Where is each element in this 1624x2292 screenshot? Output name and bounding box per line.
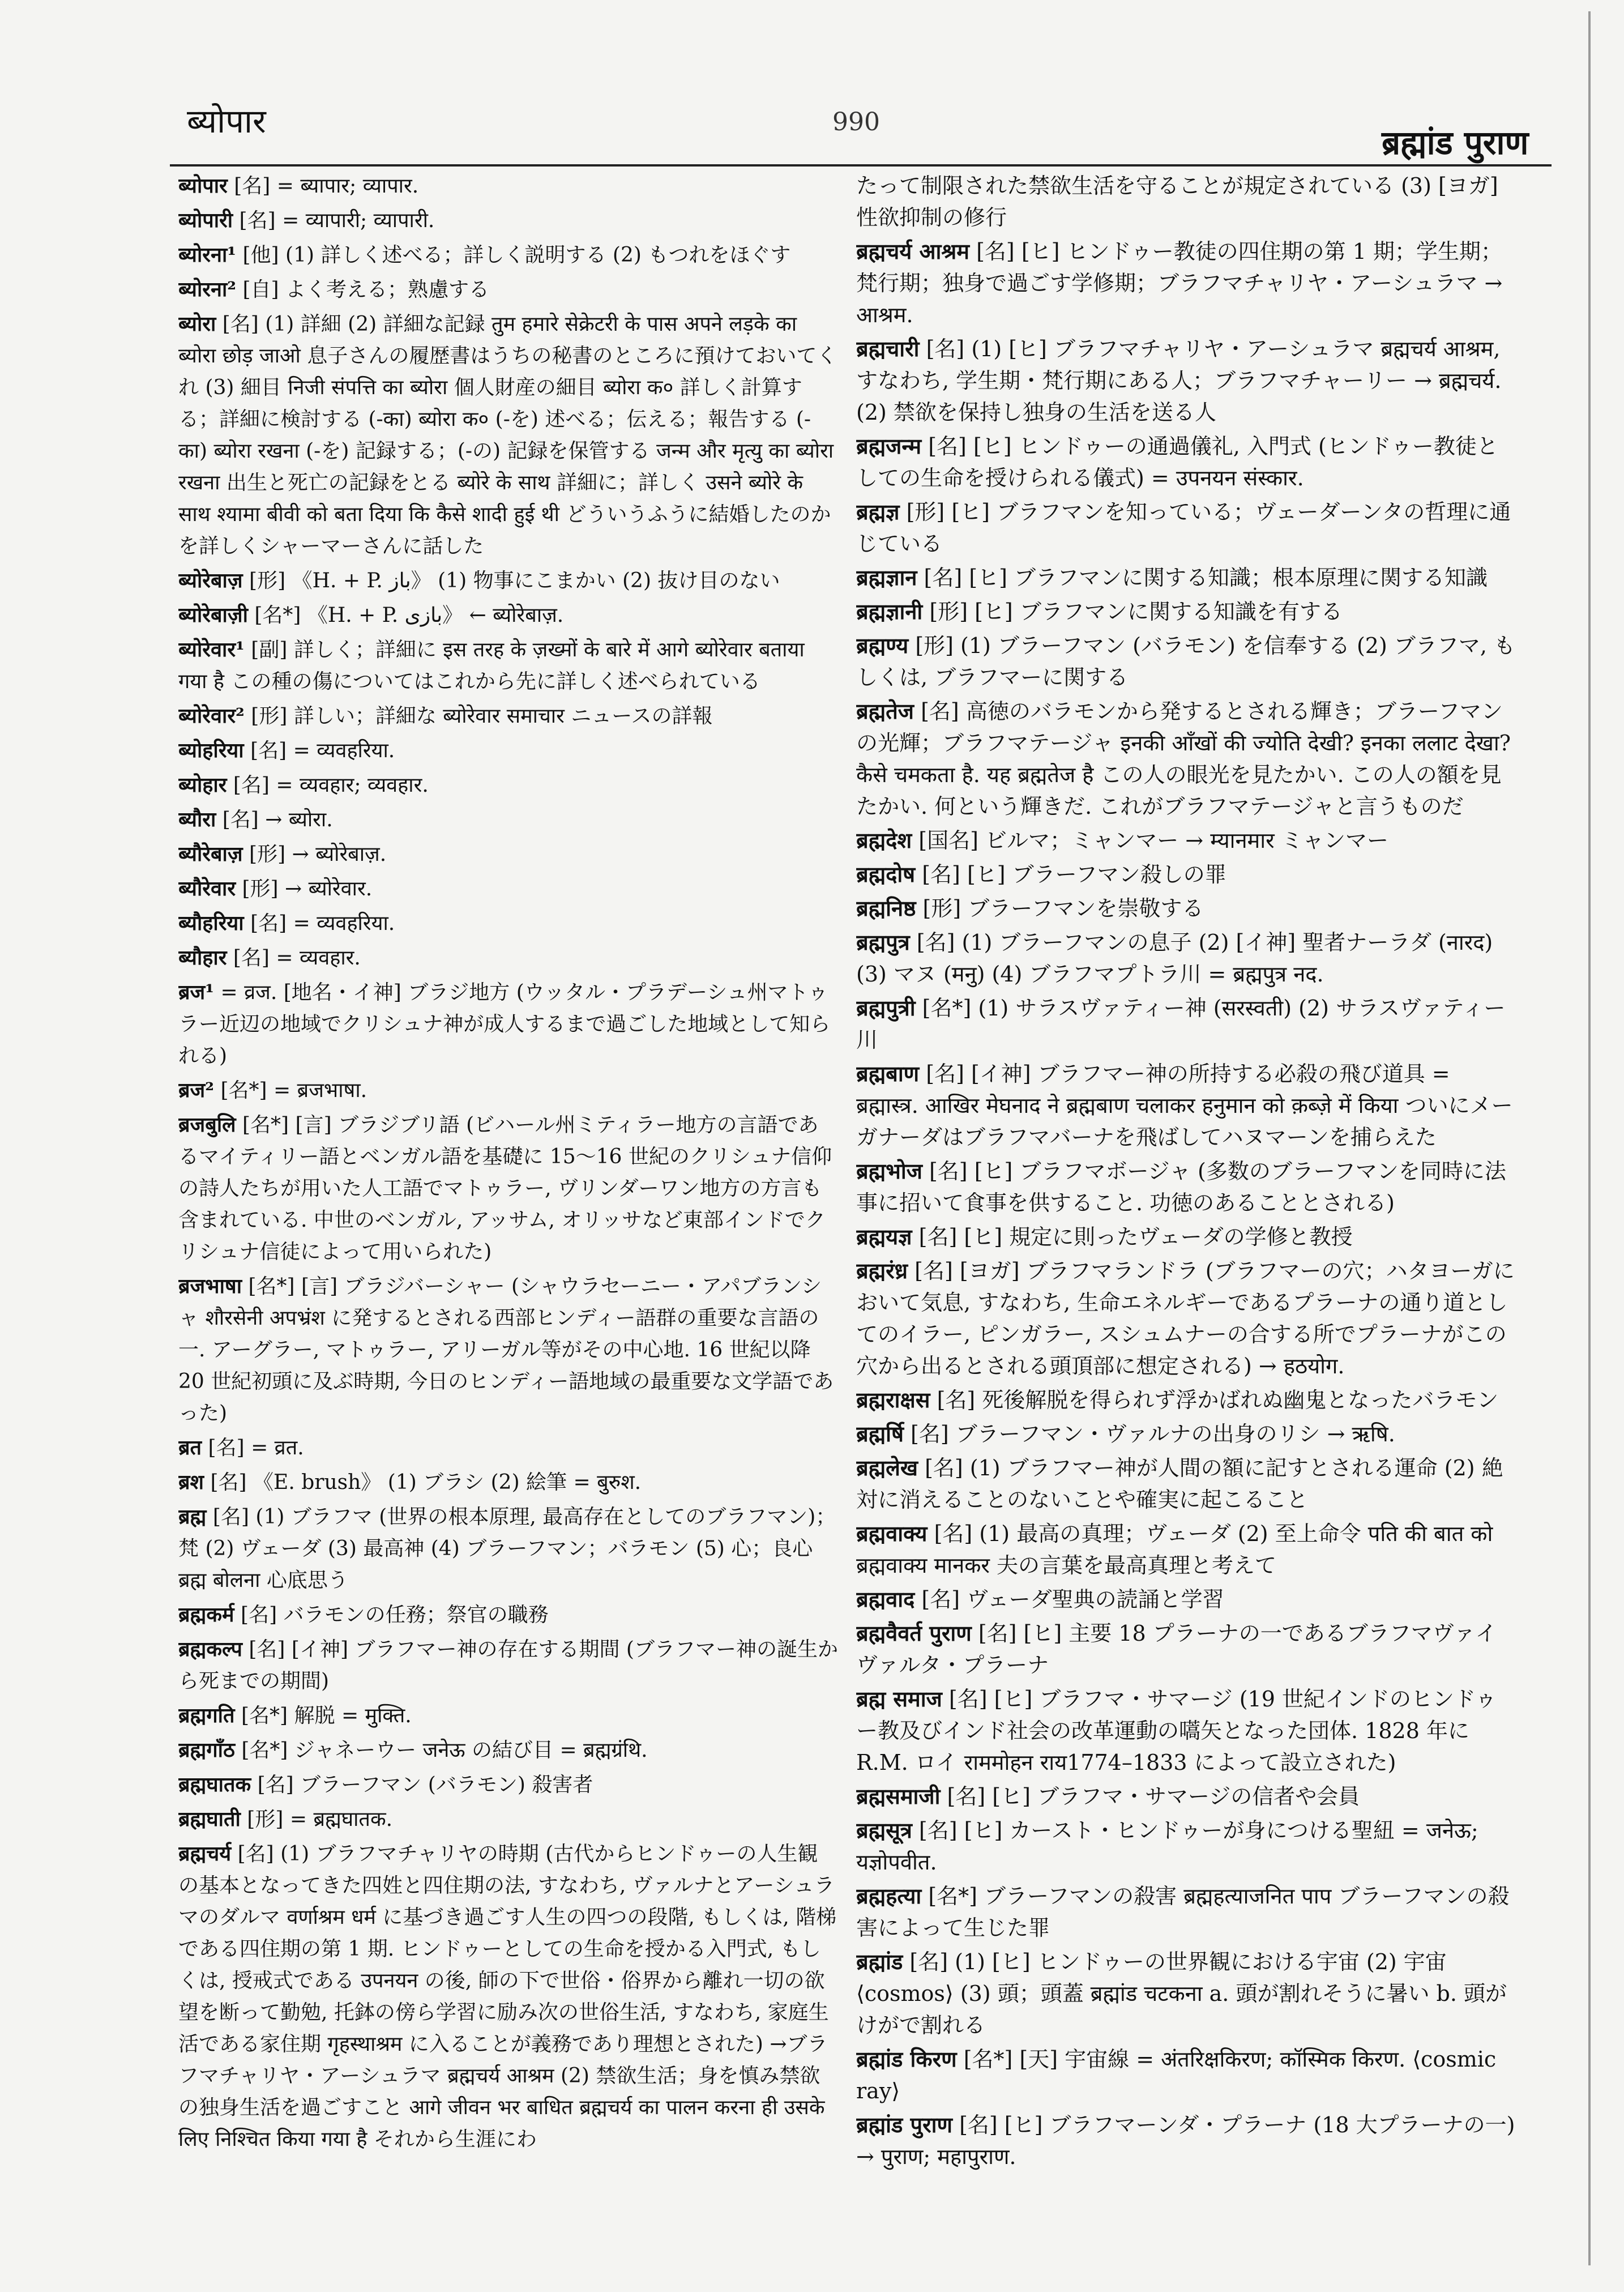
entry-definition: [名] ブラーフマン (バラモン) 殺害者 (257, 1773, 593, 1796)
entry-headword: ब्योरेवार¹ (178, 638, 245, 661)
dictionary-entry (178, 1432, 838, 1464)
entry-definition: [名] バラモンの任務；祭官の職務 (241, 1603, 549, 1627)
entry-headword: ब्रह्मलेख (856, 1455, 918, 1480)
dictionary-entry (178, 634, 838, 698)
entry-definition: [名*] [言] ブラジバーシャー (シャウラセーニー・アパブランシャ शौरसेनी अपभ्रंश に発するとされる西部ヒンディー語群の重要な言語の一. アーグラー, マトゥラー, アリーガル等がその中心地. 16 世紀以降 20 世紀初頭に及ぶ時期, 今日のヒンディー語地域の最重要な文学語であった) (178, 1275, 834, 1425)
entry-headword: ब्रज¹ (178, 980, 215, 1004)
entry-definition: [名] = व्यापारी; व्यापारी. (239, 209, 435, 232)
entry-definition: [名] (1) [ヒ] ヒンドゥーの世界観における宇宙 (2) 宇宙 ⟨cosmos⟩ (3) 頭；頭蓋 ब्रह्मांड चटकना a. 頭が割れそうに暑い b. 頭がけがで割れる (856, 1949, 1507, 2038)
entry-headword: ब्रह्मज्ञ (856, 499, 900, 524)
entry-definition: [名] (1) 最高の真理；ヴェーダ (2) 至上命令 पति की बात को ब्रह्मवाक्य मानकर 夫の言葉を最高真理と考えて (856, 1521, 1493, 1578)
entry-definition: [名] = व्यवहार. (233, 946, 361, 970)
entry-headword: ब्रह्मर्षि (856, 1421, 904, 1446)
dictionary-entry (178, 700, 838, 732)
dictionary-entry (178, 907, 838, 940)
entry-headword: ब्रह्मगति (178, 1704, 235, 1727)
page-number: 990 (832, 108, 880, 136)
entry-headword: ब्रह्मभोज (856, 1158, 922, 1184)
entry-headword: ब्रह्मांड किरण (856, 2046, 957, 2072)
dictionary-entry (856, 927, 1516, 990)
entry-headword: ब्योरेबाज़ (178, 569, 243, 592)
entry-definition: [名] 死後解脱を得られず浮かばれぬ幽鬼となったバラモン (937, 1388, 1499, 1412)
entry-headword: ब्रह्मचर्य (178, 1842, 232, 1866)
dictionary-entry (178, 1803, 838, 1836)
entry-headword: ब्रज² (178, 1078, 215, 1102)
right-column (856, 170, 1516, 2237)
entry-definition: = व्रज. [地名・イ神] ブラジ地方 (ウッタル・プラデーシュ州マトゥラー近辺の地域でクリシュナ神が成人するまで過ごした地域として知られる) (178, 981, 831, 1068)
entry-definition: [自] よく考える；熟慮する (242, 278, 490, 301)
dictionary-entry (178, 1501, 838, 1597)
entry-headword: ब्योपार (178, 174, 228, 198)
entry-definition: [名] 《E. brush》 (1) ブラシ (2) 絵筆 = बुरुश. (210, 1471, 642, 1494)
dictionary-entry (856, 562, 1516, 594)
dictionary-entry (178, 1633, 838, 1697)
entry-headword: ब्रह्मपुत्री (856, 995, 916, 1021)
entry-definition: [名] (1) ブラーフマンの息子 (2) [イ神] 聖者ナーラダ (नारद) (3) マヌ (मनु) (4) ブラフマプトラ川 = ब्रह्मपुत्र नद. (856, 930, 1493, 987)
dictionary-entry (178, 838, 838, 870)
entry-headword: ब्रह्मकल्प (178, 1637, 242, 1661)
dictionary-entry (856, 695, 1516, 822)
entry-headword: ब्रत (178, 1436, 202, 1459)
entry-headword: ब्यौरा (178, 808, 216, 831)
dictionary-entry (178, 1599, 838, 1631)
dictionary-entry (856, 170, 1516, 233)
entry-definition: [名] [ヒ] カースト・ヒンドゥーが身につける聖紐 = जनेऊ; यज्ञोपवीत. (856, 1818, 1478, 1875)
running-head-right: ब्रह्मांड पुराण (1382, 123, 1529, 162)
entry-definition: [名*] 解脱 = मुक्ति. (241, 1704, 412, 1727)
dictionary-entry (178, 735, 838, 767)
dictionary-entry (856, 1155, 1516, 1219)
dictionary-entry (178, 204, 838, 237)
dictionary-entry (178, 769, 838, 801)
dictionary-entry (178, 1734, 838, 1766)
entry-definition: [形] 《H. + P. باز》 (1) 物事にこまかい (2) 抜け目のない (249, 569, 780, 592)
entry-definition: [名] [ヒ] ブラフマーンダ・プラーナ (18 大プラーナの一) → पुराण; महापुराण. (856, 2112, 1515, 2169)
entry-headword: ब्रह्मघातक (178, 1773, 251, 1796)
running-head-left: ब्योपार (187, 102, 266, 140)
entry-definition: [名] [ヒ] ブラフマ・サマージ (19 世紀インドのヒンドゥー教及びインド社会の改革運動の嚆矢となった団体. 1828 年に R.M. ロイ राममोहन राय1774–1833 によって設立された) (856, 1687, 1497, 1775)
entry-headword: ब्रह्मतेज (856, 698, 914, 724)
entry-headword: ब्यौरेवार (178, 877, 236, 900)
entry-headword: ब्रह्मज्ञान (856, 565, 917, 590)
entry-definition: [名] [ヒ] 規定に則ったヴェーダの学修と教授 (918, 1224, 1353, 1249)
entry-definition: [名] [ヨガ] ブラフマランドラ (ブラフマーの穴；ハタヨーガにおいて気息, すなわち, 生命エネルギーであるプラーナの通り道としてのイラー, ピンガラー, スシュムナーの合する所でプラーナがこの穴から出るとされる頭頂部に想定される) → हठयोग. (856, 1258, 1515, 1378)
header-rule (170, 164, 1552, 167)
dictionary-entry (856, 893, 1516, 924)
dictionary-entry (856, 1617, 1516, 1681)
entry-headword: ब्रजभाषा (178, 1274, 242, 1298)
dictionary-entry (856, 1518, 1516, 1581)
dictionary-entry (856, 1781, 1516, 1812)
entry-definition: [名*] ブラーフマンの殺害 ब्रह्महत्याजनित पाप ブラーフマンの殺害によって生じた罪 (856, 1884, 1510, 1940)
dictionary-entry (856, 333, 1516, 428)
dictionary-entry (178, 1109, 838, 1268)
entry-headword: ब्रह्मबाण (856, 1061, 920, 1086)
entry-definition: [名] = व्रत. (208, 1436, 304, 1459)
entry-headword: ब्योरना¹ (178, 243, 237, 267)
dictionary-entry (856, 1815, 1516, 1878)
entry-definition: [国名] ビルマ；ミャンマー → म्यानमार ミャンマー (918, 828, 1388, 853)
dictionary-entry (856, 1384, 1516, 1416)
entry-definition: [名] [ヒ] 主要 18 プラーナの一であるブラフマヴァイヴァルタ・プラーナ (856, 1621, 1497, 1678)
entry-headword: ब्रह्म समाज (856, 1686, 942, 1711)
dictionary-entry (856, 430, 1516, 494)
dictionary-entry (856, 1452, 1516, 1516)
dictionary-entry (178, 942, 838, 974)
entry-definition: [名*] = ब्रजभाषा. (220, 1079, 367, 1102)
dictionary-entry (856, 1584, 1516, 1615)
dictionary-entry (178, 599, 838, 631)
entry-definition: [形] ブラーフマンを崇敬する (922, 896, 1204, 921)
entry-definition: [名] [イ神] ブラフマー神の存在する期間 (ブラフマー神の誕生から死までの期間) (178, 1638, 838, 1693)
dictionary-entry (178, 239, 838, 271)
entry-definition: [名*] [天] 宇宙線 = अंतरिक्षकिरण; कॉस्मिक किरण. ⟨cosmic ray⟩ (856, 2047, 1497, 2103)
entry-definition: [形] → ब्योरेबाज़. (249, 843, 387, 866)
entry-headword: ब्योहार (178, 773, 227, 797)
entry-definition: [名] [ヒ] ヒンドゥー教徒の四住期の第 1 期；学生期；梵行期；独身で過ごす学修期；ブラフマチャリヤ・アーシュラマ → आश्रम. (856, 239, 1503, 327)
dictionary-entry (178, 1466, 838, 1499)
entry-definition: [名] (1) 詳細 (2) 詳細な記録 तुम हमारे सेक्रेटरी के पास अपने लड़के का ब्योरा छोड़ जाओ 息子さんの履歴書はうちの秘書のところに預けておいてくれ (3) 細目 निजी संपत्ति का ब्योरा 個人財産の細目 ब्योरा क० 詳しく計算する；詳細に検討する (-का) ब्योरा क० (-を) 述べる；伝える；報告する (-का) ब्योरा रखना (-を) 記録する；(-の) 記録を保管する जन्म और मृत्यु का ब्योरा रखना 出生と死亡の記録をとる ब्योरे के साथ 詳細に；詳しく उसने ब्योरे के साथ श्यामा बीवी को बता दिया कि कैसे शादी हुई थी どういうふうに結婚したのかを詳しくシャーマーさんに話した (178, 313, 837, 558)
entry-headword: ब्रह्मदोष (856, 861, 916, 887)
entry-definition: [名] [イ神] ブラフマー神の所持する必殺の飛び道具 = ब्रह्मास्त्र. आखिर मेघनाद ने ब्रह्मबाण चलाकर हनुमान को क़ब्ज़े में किया ついにメーガナーダはブラフマバーナを飛ばしてハヌマーンを捕らえた (856, 1061, 1513, 1150)
dictionary-entry (856, 859, 1516, 890)
entry-headword: ब्योरेवार² (178, 704, 245, 728)
dictionary-entry (856, 1058, 1516, 1153)
entry-headword: ब्योरेबाज़ी (178, 603, 248, 627)
dictionary-entry (178, 1769, 838, 1801)
entry-headword: ब्योहरिया (178, 739, 244, 762)
entry-definition: [副] 詳しく；詳細に इस तरह के ज़ख्मों के बारे में आगे ब्योरेवार बताया गया है この種の傷についてはこれから先に詳しく述べられている (178, 638, 805, 693)
entry-headword: ब्रह्मकर्म (178, 1603, 234, 1627)
entry-definition: [形] [ヒ] ブラフマンを知っている；ヴェーダーンタの哲理に通じている (856, 500, 1511, 556)
entry-headword: ब्रह्मगाँठ (178, 1738, 235, 1762)
entry-definition: [形] 詳しい；詳細な ब्योरेवार समाचार ニュースの詳報 (251, 705, 713, 728)
entry-headword: ब्रजबुलि (178, 1113, 236, 1137)
dictionary-entry (178, 1074, 838, 1107)
entry-headword: ब्रह्मवाक्य (856, 1521, 928, 1546)
entry-headword: ब्योरा (178, 312, 216, 336)
dictionary-entry (856, 1255, 1516, 1382)
entry-definition: [名*] (1) サラスヴァティー神 (सरस्वती) (2) サラスヴァティー川 (856, 996, 1506, 1052)
entry-definition: [形] → ब्योरेवार. (242, 877, 373, 900)
entry-definition: [名] ブラーフマン・ヴァルナの出身のリシ → ऋषि. (911, 1422, 1395, 1446)
dictionary-entry (856, 992, 1516, 1056)
entry-headword: ब्रह्मदेश (856, 827, 912, 853)
entry-headword: ब्रह्महत्या (856, 1883, 922, 1909)
dictionary-entry (856, 1683, 1516, 1778)
dictionary-entry (178, 976, 838, 1072)
entry-headword: ब्यौरेबाज़ (178, 842, 243, 866)
dictionary-entry (856, 825, 1516, 856)
dictionary-entry (178, 873, 838, 905)
dictionary-entry (856, 596, 1516, 628)
entry-headword: ब्रह्मांड (856, 1949, 903, 1974)
dictionary-entry (178, 565, 838, 597)
dictionary-entry (856, 1880, 1516, 1944)
dictionary-entry (856, 630, 1516, 693)
dictionary-entry (856, 1221, 1516, 1253)
dictionary-entry (178, 804, 838, 836)
entry-headword: ब्रह्मरंध्र (856, 1258, 908, 1283)
entry-definition: [名*] ジャネーウー जनेऊ の結び目 = ब्रह्मग्रंथि. (241, 1739, 648, 1762)
entry-definition: [名] [ヒ] ヒンドゥーの通過儀礼, 入門式 (ヒンドゥー教徒としての生命を授けられる儀式) = उपनयन संस्कार. (856, 434, 1498, 490)
entry-headword: ब्रह्मयज्ञ (856, 1224, 912, 1249)
dictionary-entry (856, 496, 1516, 560)
entry-definition: [形] (1) ブラーフマン (バラモン) を信奉する (2) ブラフマ, もしくは, ブラフマーに関する (856, 633, 1516, 690)
entry-definition: [名] = ब्यापार; व्यापार. (234, 174, 419, 198)
entry-definition: [名] [ヒ] ブラフマボージャ (多数のブラーフマンを同時に法事に招いて食事を供すること. 功徳のあることとされる) (856, 1159, 1506, 1215)
dictionary-entry (178, 308, 838, 562)
entry-headword: ब्रह्मण्य (856, 633, 909, 658)
entry-headword: ब्रह्मांड पुराण (856, 2112, 952, 2137)
dictionary-entry (178, 1700, 838, 1732)
dictionary-entry (178, 170, 838, 202)
entry-definition: [名] (1) ブラフマ (世界の根本原理, 最高存在としてのブラフマン)；梵 (2) ヴェーダ (3) 最高神 (4) ブラーフマン；バラモン (5) 心；良心 ब्रह्म बोलना 心底思う (178, 1505, 836, 1592)
entry-headword: ब्रश (178, 1470, 204, 1494)
dictionary-entry (178, 274, 838, 306)
entry-definition: [名] = व्यवहार; व्यवहार. (233, 774, 429, 797)
entry-headword: ब्रह्मराक्षस (856, 1387, 930, 1412)
dictionary-entry (178, 1270, 838, 1429)
entry-definition: [名] → ब्योरा. (222, 808, 333, 831)
entry-definition: [名] = व्यवहरिया. (250, 912, 395, 935)
dictionary-entry (856, 1946, 1516, 2041)
entry-definition: [名] 高徳のバラモンから発するとされる輝き；ブラーフマンの光輝；ブラフマテージャ इनकी आँखों की ज्योति देखी? इनका ललाट देखा? कैसे चमकता है. यह ब्रह्मतेज है この人の眼光を見たかい. この人の額を見たかい. 何という輝きだ. これがブラフマテージャと言うものだ (856, 699, 1511, 819)
entry-headword: ब्रह्मजन्म (856, 433, 922, 459)
entry-headword: ब्योपारी (178, 208, 233, 232)
entry-headword: ब्यौहार (178, 946, 227, 970)
entry-definition: [名] (1) [ヒ] ブラフマチャリヤ・アーシュラマ ब्रह्मचर्य आश्रम, すなわち, 学生期・梵行期にある人；ブラフマチャーリー → ब्रह्मचर्य. (2) 禁欲を保持し独身の生活を送る人 (856, 336, 1502, 425)
entry-definition: [形] = ब्रह्मघातक. (247, 1808, 393, 1831)
entry-definition: [名] [ヒ] ブラフマ・サマージの信者や会員 (947, 1784, 1360, 1809)
entry-headword: ब्रह्म (178, 1505, 207, 1529)
left-column (178, 170, 838, 2237)
entry-definition: [他] (1) 詳しく述べる；詳しく説明する (2) もつれをほぐす (242, 244, 791, 267)
entry-headword: ब्रह्मनिष्ठ (856, 895, 916, 921)
entry-headword: ब्रह्मवैवर्त पुराण (856, 1620, 972, 1646)
entry-headword: ब्योरना² (178, 278, 237, 301)
entry-headword: ब्रह्मज्ञानी (856, 599, 923, 624)
entry-definition: たって制限された禁欲生活を守ることが規定されている (3) [ヨガ] 性欲抑制の修行 (856, 173, 1498, 230)
entry-definition: [名] = व्यवहरिया. (250, 739, 395, 762)
entry-definition: [名] (1) ブラフマチャリヤの時期 (古代からヒンドゥーの人生観の基本となってきた四姓と四住期の法, すなわち, ヴァルナとアーシュラマのダルマ वर्णाश्रम धर्म に基づき過ごす人生の四つの段階, もしくは, 階梯である四住期の第 1 期. ヒンドゥーとしての生命を授かる入門式, もしくは, 授戒式である उपनयन の後, 師の下で世俗・俗界から離れ一切の欲望を断って勤勉, 托鉢の傍ら学習に励み次の世俗生活, すなわち, 家庭生活である家住期 गृहस्थाश्रम に入ることが義務であり理想とされた) →ブラフマチャリヤ・アーシュラマ ब्रह्मचर्य आश्रम (2) 禁欲生活；身を慎み禁欲の独身生活を過ごすこと आगे जीवन भर बाधित ब्रह्मचर्य का पालन करना ही उसके लिए निश्चित किया गया है それから生涯にわ (178, 1842, 837, 2151)
entry-definition: [名*] [言] ブラジブリ語 (ビハール州ミティラー地方の言語であるマイティリー語とベンガル語を基礎に 15〜16 世紀のクリシュナ信仰の詩人たちが用いた人工語でマトゥラー, ヴリンダーワン地方の方言も含まれている. 中世のベンガル, アッサム, オリッサなど東部インドでクリシュナ信徒によって用いられた) (178, 1113, 832, 1264)
entry-headword: ब्रह्मचारी (856, 336, 920, 361)
entry-headword: ब्रह्मचर्य आश्रम (856, 238, 970, 264)
page-header (0, 0, 1624, 187)
entry-definition: [名] [ヒ] ブラフマンに関する知識；根本原理に関する知識 (924, 565, 1488, 590)
entry-headword: ब्रह्मघाती (178, 1807, 241, 1831)
page-edge-line (1588, 11, 1591, 2265)
entry-definition: [名] ヴェーダ聖典の読誦と学習 (921, 1587, 1224, 1612)
dictionary-entry (856, 2043, 1516, 2107)
dictionary-entry (856, 1418, 1516, 1450)
entry-headword: ब्रह्मवाद (856, 1586, 915, 1612)
dictionary-entry (856, 2109, 1516, 2173)
entry-definition: [形] [ヒ] ブラフマンに関する知識を有する (929, 599, 1343, 624)
dictionary-entry (856, 236, 1516, 331)
entry-definition: [名] [ヒ] ブラーフマン殺しの罪 (922, 862, 1226, 887)
entry-headword: ब्रह्मसूत्र (856, 1817, 912, 1843)
entry-definition: [名] (1) ブラフマー神が人間の額に記すとされる運命 (2) 絶対に消えることのないことや確実に起こること (856, 1456, 1503, 1512)
entry-headword: ब्यौहरिया (178, 911, 244, 935)
entry-headword: ब्रह्मपुत्र (856, 929, 910, 955)
entry-headword: ब्रह्मसमाजी (856, 1783, 941, 1809)
entry-definition: [名*] 《H. + P. بازی》 ← ब्योरेबाज़. (254, 604, 564, 627)
dictionary-entry (178, 1838, 838, 2156)
